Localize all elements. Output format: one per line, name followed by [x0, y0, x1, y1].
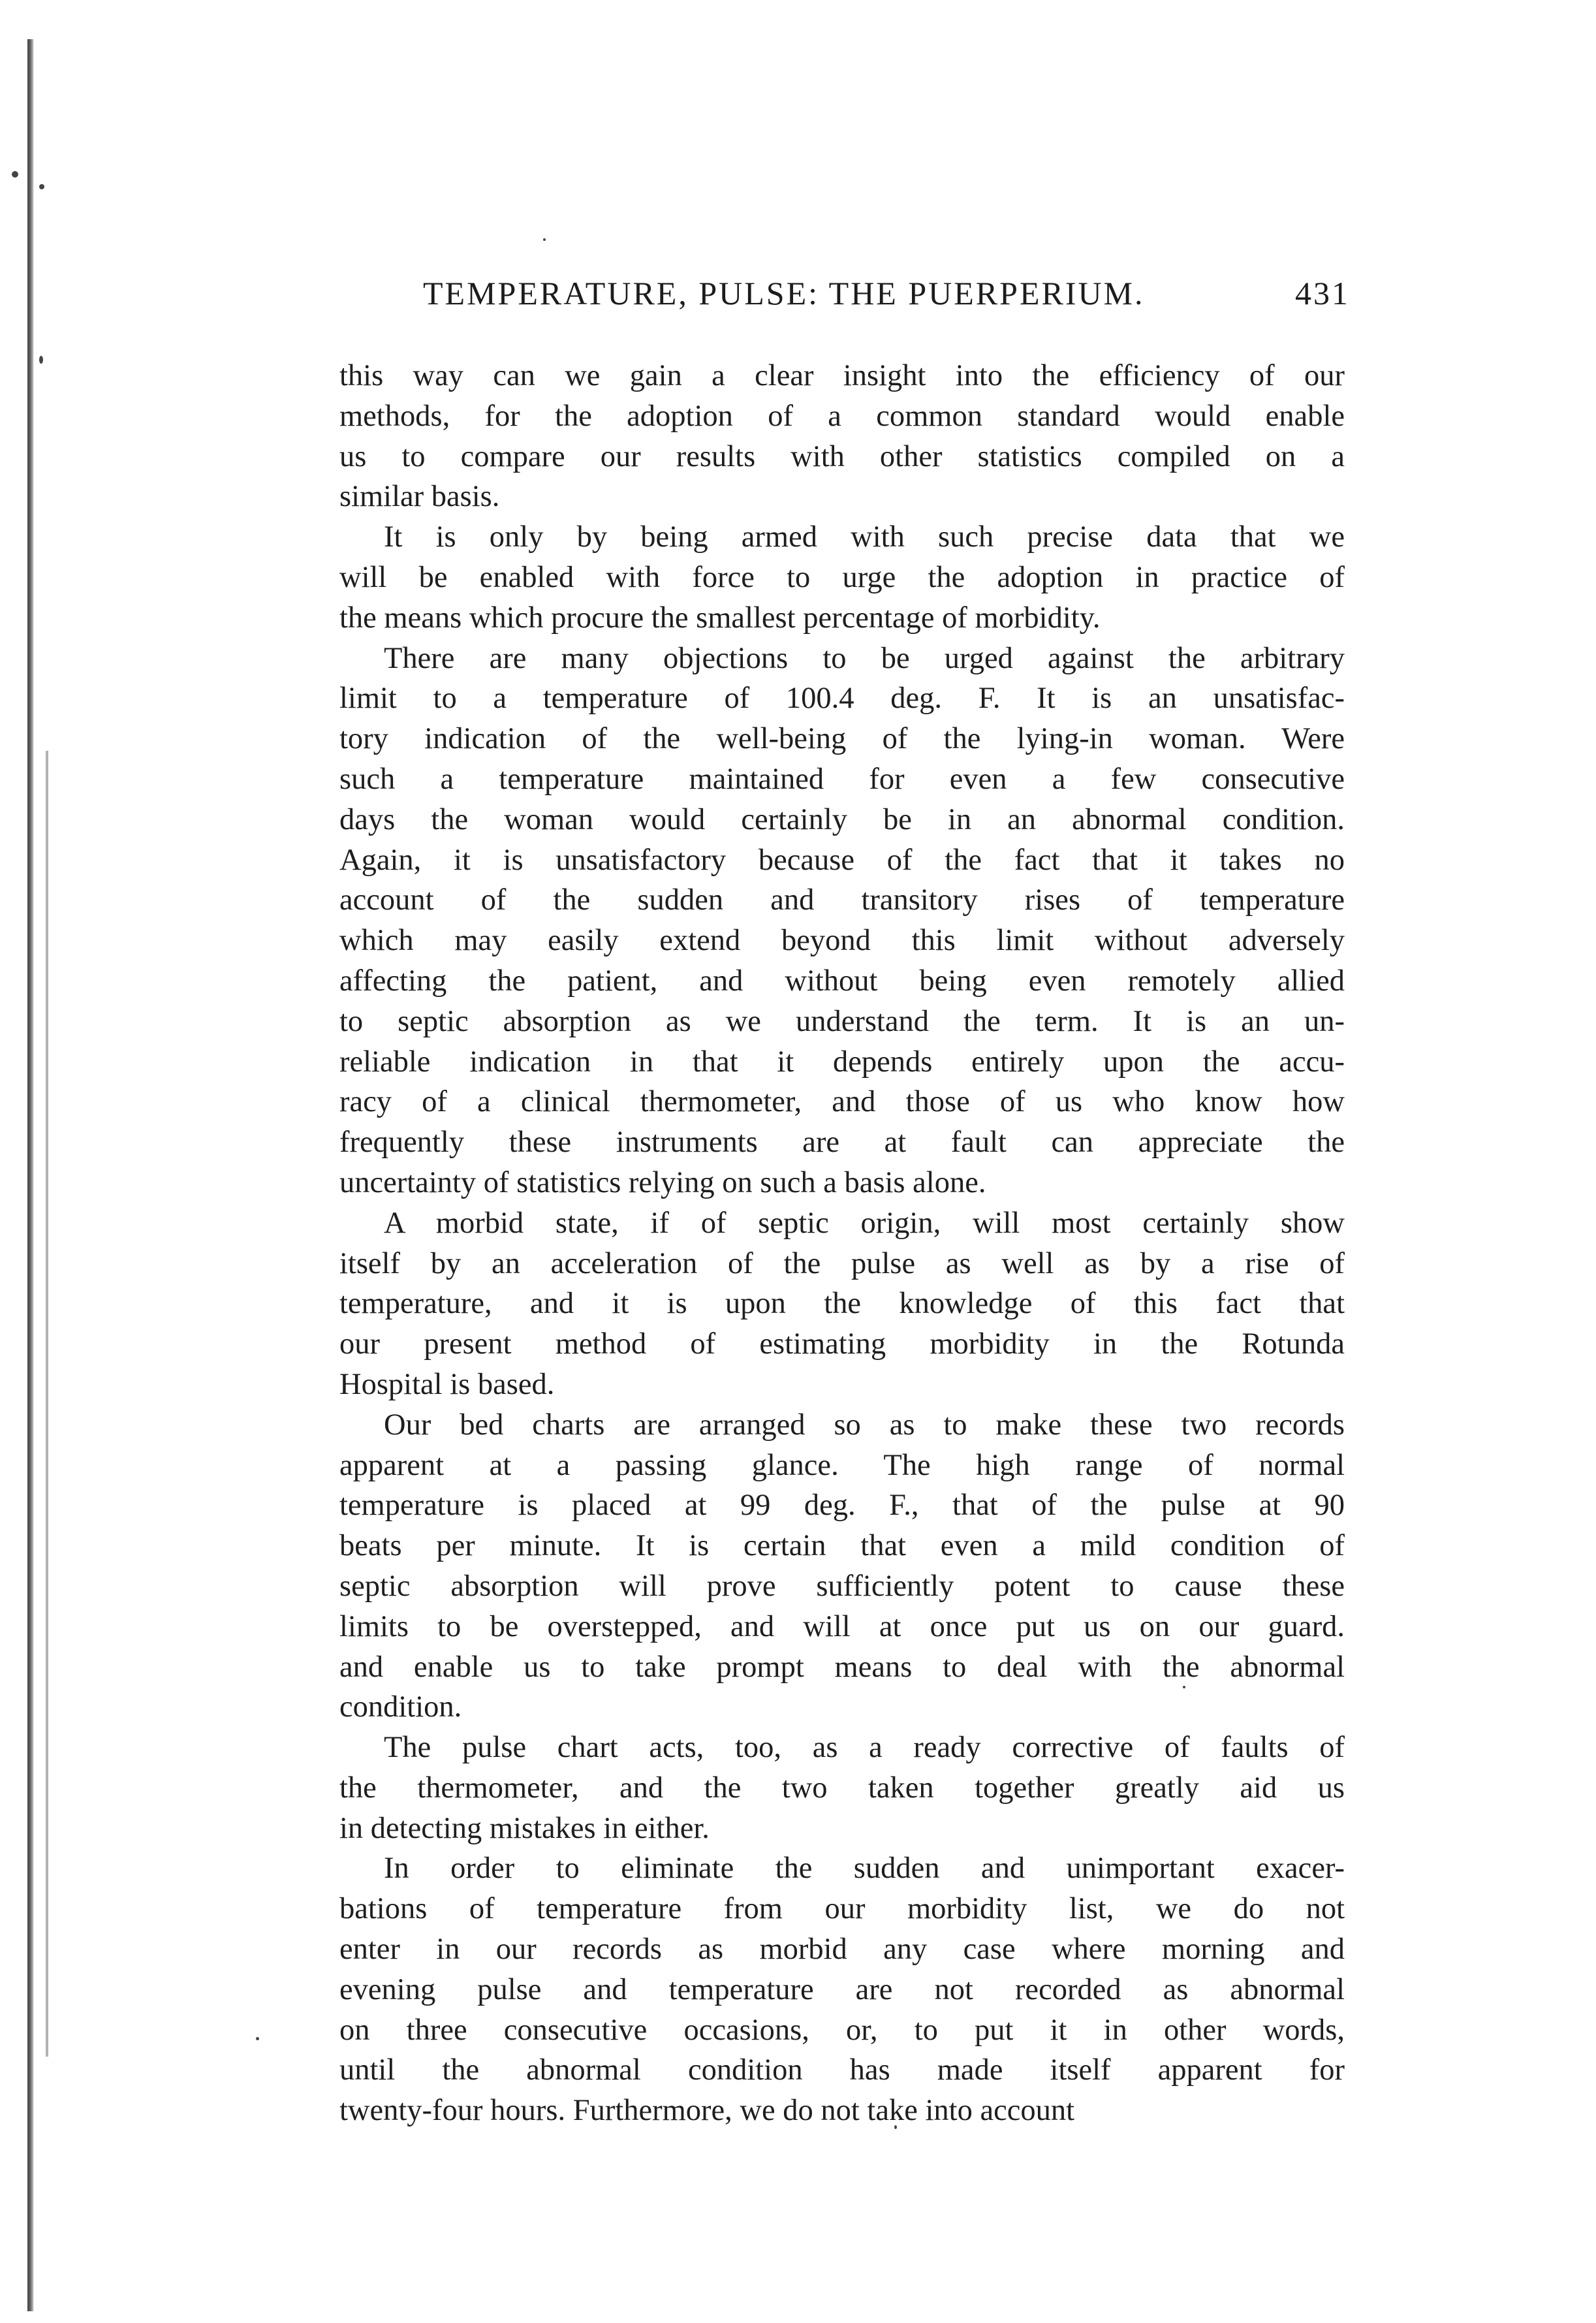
text-line: enter in our records as morbid any case where morning and — [339, 1933, 1345, 1967]
text-line: us to compare our results with other statistics compiled on a — [339, 439, 1345, 473]
text-line: tory indication of the well-being of the lying-in woman. Were — [339, 722, 1345, 756]
text-line: in detecting mistakes in either. — [339, 1811, 710, 1845]
text-line: account of the sudden and transitory rises of temperature — [339, 883, 1345, 917]
scan-speck — [543, 238, 546, 241]
text-line: which may easily extend beyond this limit without adversely — [339, 924, 1345, 958]
text-line: similar basis. — [339, 480, 500, 514]
text-line: beats per minute. It is certain that even a mild condition of — [339, 1529, 1345, 1563]
text-line: The pulse chart acts, too, as a ready corrective of faults of — [384, 1731, 1345, 1765]
text-line: temperature, and it is upon the knowledge of this fact that — [339, 1287, 1345, 1321]
paragraph — [339, 1728, 1345, 1848]
text-line: this way can we gain a clear insight into the efficiency of our — [339, 359, 1345, 392]
text-line: the thermometer, and the two taken together greatly aid us — [339, 1771, 1345, 1805]
text-line: until the abnormal condition has made itself apparent for — [339, 2053, 1345, 2087]
text-line: and enable us to take prompt means to deal with the abnormal — [339, 1650, 1345, 1684]
binding-edge — [27, 39, 34, 2311]
text-line: There are many objections to be urged against the arbitrary — [384, 641, 1345, 675]
text-line: reliable indication in that it depends entirely upon the accu- — [339, 1045, 1345, 1079]
paragraph — [339, 639, 1345, 1203]
text-line: temperature is placed at 99 deg. F., that of the pulse at 90 — [339, 1489, 1345, 1523]
scan-speck — [12, 171, 18, 178]
text-line: frequently these instruments are at fault can appreciate the — [339, 1126, 1345, 1160]
scan-speck — [39, 184, 44, 189]
text-line: A morbid state, if of septic origin, will most certainly show — [384, 1206, 1345, 1240]
scan-speck — [39, 356, 43, 364]
text-line: limit to a temperature of 100.4 deg. F. It is an unsatisfac- — [339, 682, 1345, 716]
text-line: evening pulse and temperature are not recorded as abnormal — [339, 1972, 1345, 2006]
paragraph — [339, 517, 1345, 638]
text-line: Again, it is unsatisfactory because of the fact that it takes no — [339, 843, 1345, 877]
running-head-title: TEMPERATURE, PULSE: THE PUERPERIUM. — [423, 275, 1145, 311]
text-line: Hospital is based. — [339, 1367, 555, 1401]
paragraph — [339, 356, 1345, 517]
text-line: days the woman would certainly be in an abnormal condition. — [339, 802, 1345, 836]
text-line: on three consecutive occasions, or, to put it in other words, — [339, 2013, 1345, 2047]
text-line: limits to be overstepped, and will at once put us on our guard. — [339, 1609, 1345, 1643]
text-line: It is only by being armed with such precise data that we — [384, 520, 1345, 554]
text-line: condition. — [339, 1690, 462, 1724]
text-line: methods, for the adoption of a common standard would enable — [339, 399, 1345, 433]
text-line: will be enabled with force to urge the adoption in practice of — [339, 560, 1345, 594]
text-line: twenty-four hours. Furthermore, we do not take into account — [339, 2094, 1075, 2128]
text-line: affecting the patient, and without being even remotely allied — [339, 964, 1345, 998]
scan-speck — [256, 2037, 259, 2040]
text-line: to septic absorption as we understand the term. It is an un- — [339, 1004, 1345, 1038]
paragraph — [339, 1203, 1345, 1405]
text-line: Our bed charts are arranged so as to make these two records — [384, 1408, 1345, 1442]
body-text — [339, 356, 1345, 2131]
text-line: apparent at a passing glance. The high range of normal — [339, 1448, 1345, 1482]
binding-shadow — [46, 751, 48, 2057]
text-line: such a temperature maintained for even a few consecutive — [339, 762, 1345, 796]
text-line: septic absorption will prove sufficiently potent to cause these — [339, 1569, 1345, 1603]
paragraph — [339, 1848, 1345, 2131]
text-line: racy of a clinical thermometer, and those of us who know how — [339, 1085, 1345, 1119]
paragraph — [339, 1405, 1345, 1728]
page-number: 431 — [1295, 275, 1350, 311]
text-line: itself by an acceleration of the pulse as well as by a rise of — [339, 1246, 1345, 1280]
text-line: our present method of estimating morbidity in the Rotunda — [339, 1327, 1345, 1361]
text-line: In order to eliminate the sudden and unimportant exacer- — [384, 1852, 1345, 1886]
running-head — [423, 274, 1350, 320]
text-line: bations of temperature from our morbidity list, we do not — [339, 1892, 1345, 1926]
text-line: uncertainty of statistics relying on such a basis alone. — [339, 1165, 986, 1199]
text-line: the means which procure the smallest percentage of morbidity. — [339, 601, 1101, 635]
